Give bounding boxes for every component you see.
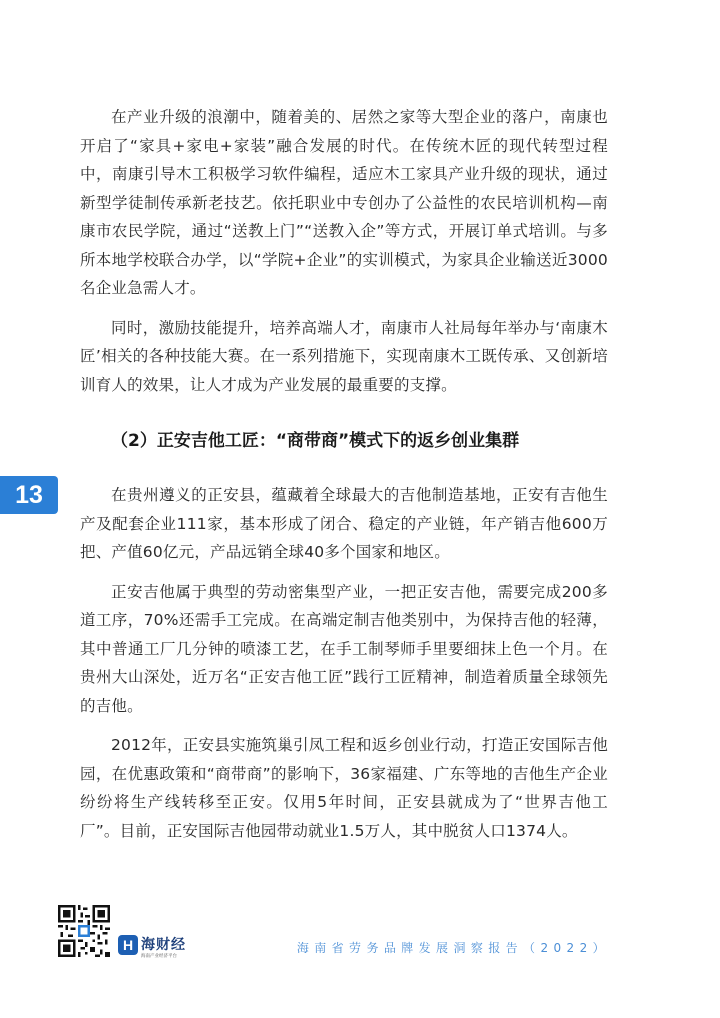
logo-slogan: 海南产业经济平台	[141, 954, 177, 959]
paragraph: 2012年，正安县实施筑巢引凤工程和返乡创业行动，打造正安国际吉他园，在优惠政策和“商带商”的影响下，36家福建、广东等地的吉他生产企业纷纷将生产线转移至正安。仅用5年时间，正安县就成为了“世界吉他工厂”。目前，正安国际吉他园带动就业1.5万人，其中脱贫人口1374人。	[80, 736, 608, 840]
haicaijing-logo	[118, 933, 198, 961]
logo-name: 海财经	[141, 937, 186, 953]
paragraph: 在贵州遵义的正安县，蕴藏着全球最大的吉他制造基地，正安有吉他生产及配套企业111家，基本形成了闭合、稳定的产业链，年产销吉他600万把、产值60亿元，产品远销全球40多个国家和地区。	[80, 486, 608, 561]
report-title: 海南省劳务品牌发展洞察报告（2022）	[296, 941, 610, 955]
paragraph: 同时，激励技能提升，培养高端人才，南康市人社局每年举办与‘南康木匠’相关的各种技能大赛。在一系列措施下，实现南康木工既传承、又创新培训育人的效果，让人才成为产业发展的最重要的支撑。	[80, 318, 608, 394]
logo-mark-icon: H	[118, 935, 138, 955]
article-body	[80, 103, 608, 856]
paragraph: 正安吉他属于典型的劳动密集型产业，一把正安吉他，需要完成200多道工序，70%还需手工完成。在高端定制吉他类别中，为保持吉他的轻薄，其中普通工厂几分钟的喷漆工艺，在手工制琴师手里要细抹上色一个月。在贵州大山深处，近万名“正安吉他工匠”践行工匠精神，制造着质量全球领先的吉他。	[80, 582, 608, 715]
page-footer	[0, 900, 720, 970]
section-heading: （2）正安吉他工匠：“商带商”模式下的返乡创业集群	[111, 431, 520, 451]
page-number-tab: 13	[0, 476, 58, 514]
paragraph: 在产业升级的浪潮中，随着美的、居然之家等大型企业的落户，南康也开启了“家具+家电+家装”融合发展的时代。在传统木匠的现代转型过程中，南康引导木工积极学习软件编程，适应木工家具产业升级的现状，通过新型学徒制传承新老技艺。依托职业中专创办了公益性的农民培训机构—南康市农民学院，通过“送教上门”“送教入企”等方式，开展订单式培训。与多所本地学校联合办学，以“学院+企业”的实训模式，为家具企业输送近3000名企业急需人才。	[80, 108, 608, 297]
qr-code-icon[interactable]	[58, 905, 110, 957]
